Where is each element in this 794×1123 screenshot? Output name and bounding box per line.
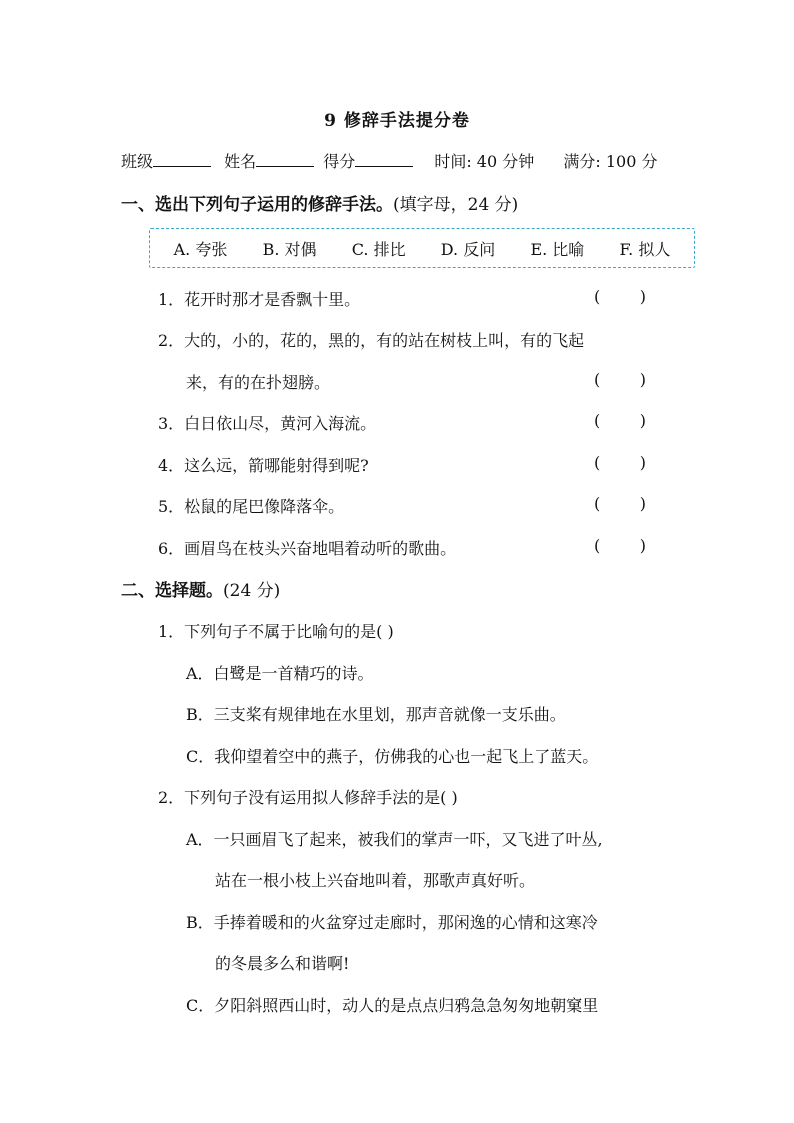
s1-item-1: 1．花开时那才是香飘十里。 <box>158 290 361 309</box>
s2-q2-option-a[interactable]: A．一只画眉飞了起来，被我们的掌声一吓，又飞进了叶丛, <box>186 830 603 849</box>
s2-q1-option-b[interactable]: B．三支桨有规律地在水里划，那声音就像一支乐曲。 <box>186 705 566 724</box>
option-e: E. 比喻 <box>530 239 585 259</box>
section2-title: 二、选择题。 <box>121 581 223 601</box>
score-blank[interactable] <box>355 148 413 167</box>
s1-item-6: 6．画眉鸟在枝头兴奋地唱着动听的歌曲。 <box>158 539 457 558</box>
section1-title: 一、选出下列句子运用的修辞手法。 <box>121 195 393 215</box>
option-d: D. 反问 <box>440 239 496 259</box>
s2-q2-option-b-cont: 的冬晨多么和谐啊! <box>215 954 350 973</box>
s1-item-3: 3．白日依山尽，黄河入海流。 <box>158 414 377 433</box>
option-f: F. 拟人 <box>619 239 671 259</box>
class-blank[interactable] <box>153 148 211 167</box>
section2-note: (24 分) <box>223 581 281 601</box>
name-blank[interactable] <box>256 148 314 167</box>
option-c: C. 排比 <box>351 239 406 259</box>
s2-q1-option-a[interactable]: A．白鹭是一首精巧的诗。 <box>186 664 374 683</box>
class-label: 班级 <box>121 152 154 171</box>
s2-q2-option-b[interactable]: B．手捧着暖和的火盆穿过走廊时，那闲逸的心情和这寒冷 <box>186 913 598 932</box>
s1-item-2: 2．大的，小的，花的，黑的，有的站在树枝上叫，有的飞起 <box>158 331 585 350</box>
option-a: A. 夸张 <box>173 239 228 259</box>
score-label: 得分 <box>323 152 356 171</box>
s2-q1-option-c[interactable]: C．我仰望着空中的燕子，仿佛我的心也一起飞上了蓝天。 <box>186 747 599 766</box>
section2-heading <box>121 576 280 601</box>
full-score-text: 满分: 100 分 <box>563 152 658 171</box>
s2-q2-option-a-cont: 站在一根小枝上兴奋地叫着，那歌声真好听。 <box>215 871 536 890</box>
options-box <box>149 228 695 268</box>
s2-q1-stem: 1．下列句子不属于比喻句的是( ) <box>158 622 394 641</box>
student-info-row <box>121 148 657 172</box>
section1-note: (填字母，24 分) <box>393 195 519 215</box>
section1-heading <box>121 190 518 215</box>
s1-item-5: 5．松鼠的尾巴像降落伞。 <box>158 497 345 516</box>
name-label: 姓名 <box>224 152 257 171</box>
s2-q2-option-c[interactable]: C．夕阳斜照西山时，动人的是点点归鸦急急匆匆地朝窠里 <box>186 996 599 1015</box>
option-b: B. 对偶 <box>262 239 317 259</box>
time-text: 时间: 40 分钟 <box>434 152 535 171</box>
s2-q2-stem: 2．下列句子没有运用拟人修辞手法的是( ) <box>158 788 458 807</box>
s1-item-4: 4．这么远，箭哪能射得到呢? <box>158 456 369 475</box>
page-title: 9 修辞手法提分卷 <box>324 111 470 131</box>
s1-item-2-cont: 来，有的在扑翅膀。 <box>186 373 331 392</box>
